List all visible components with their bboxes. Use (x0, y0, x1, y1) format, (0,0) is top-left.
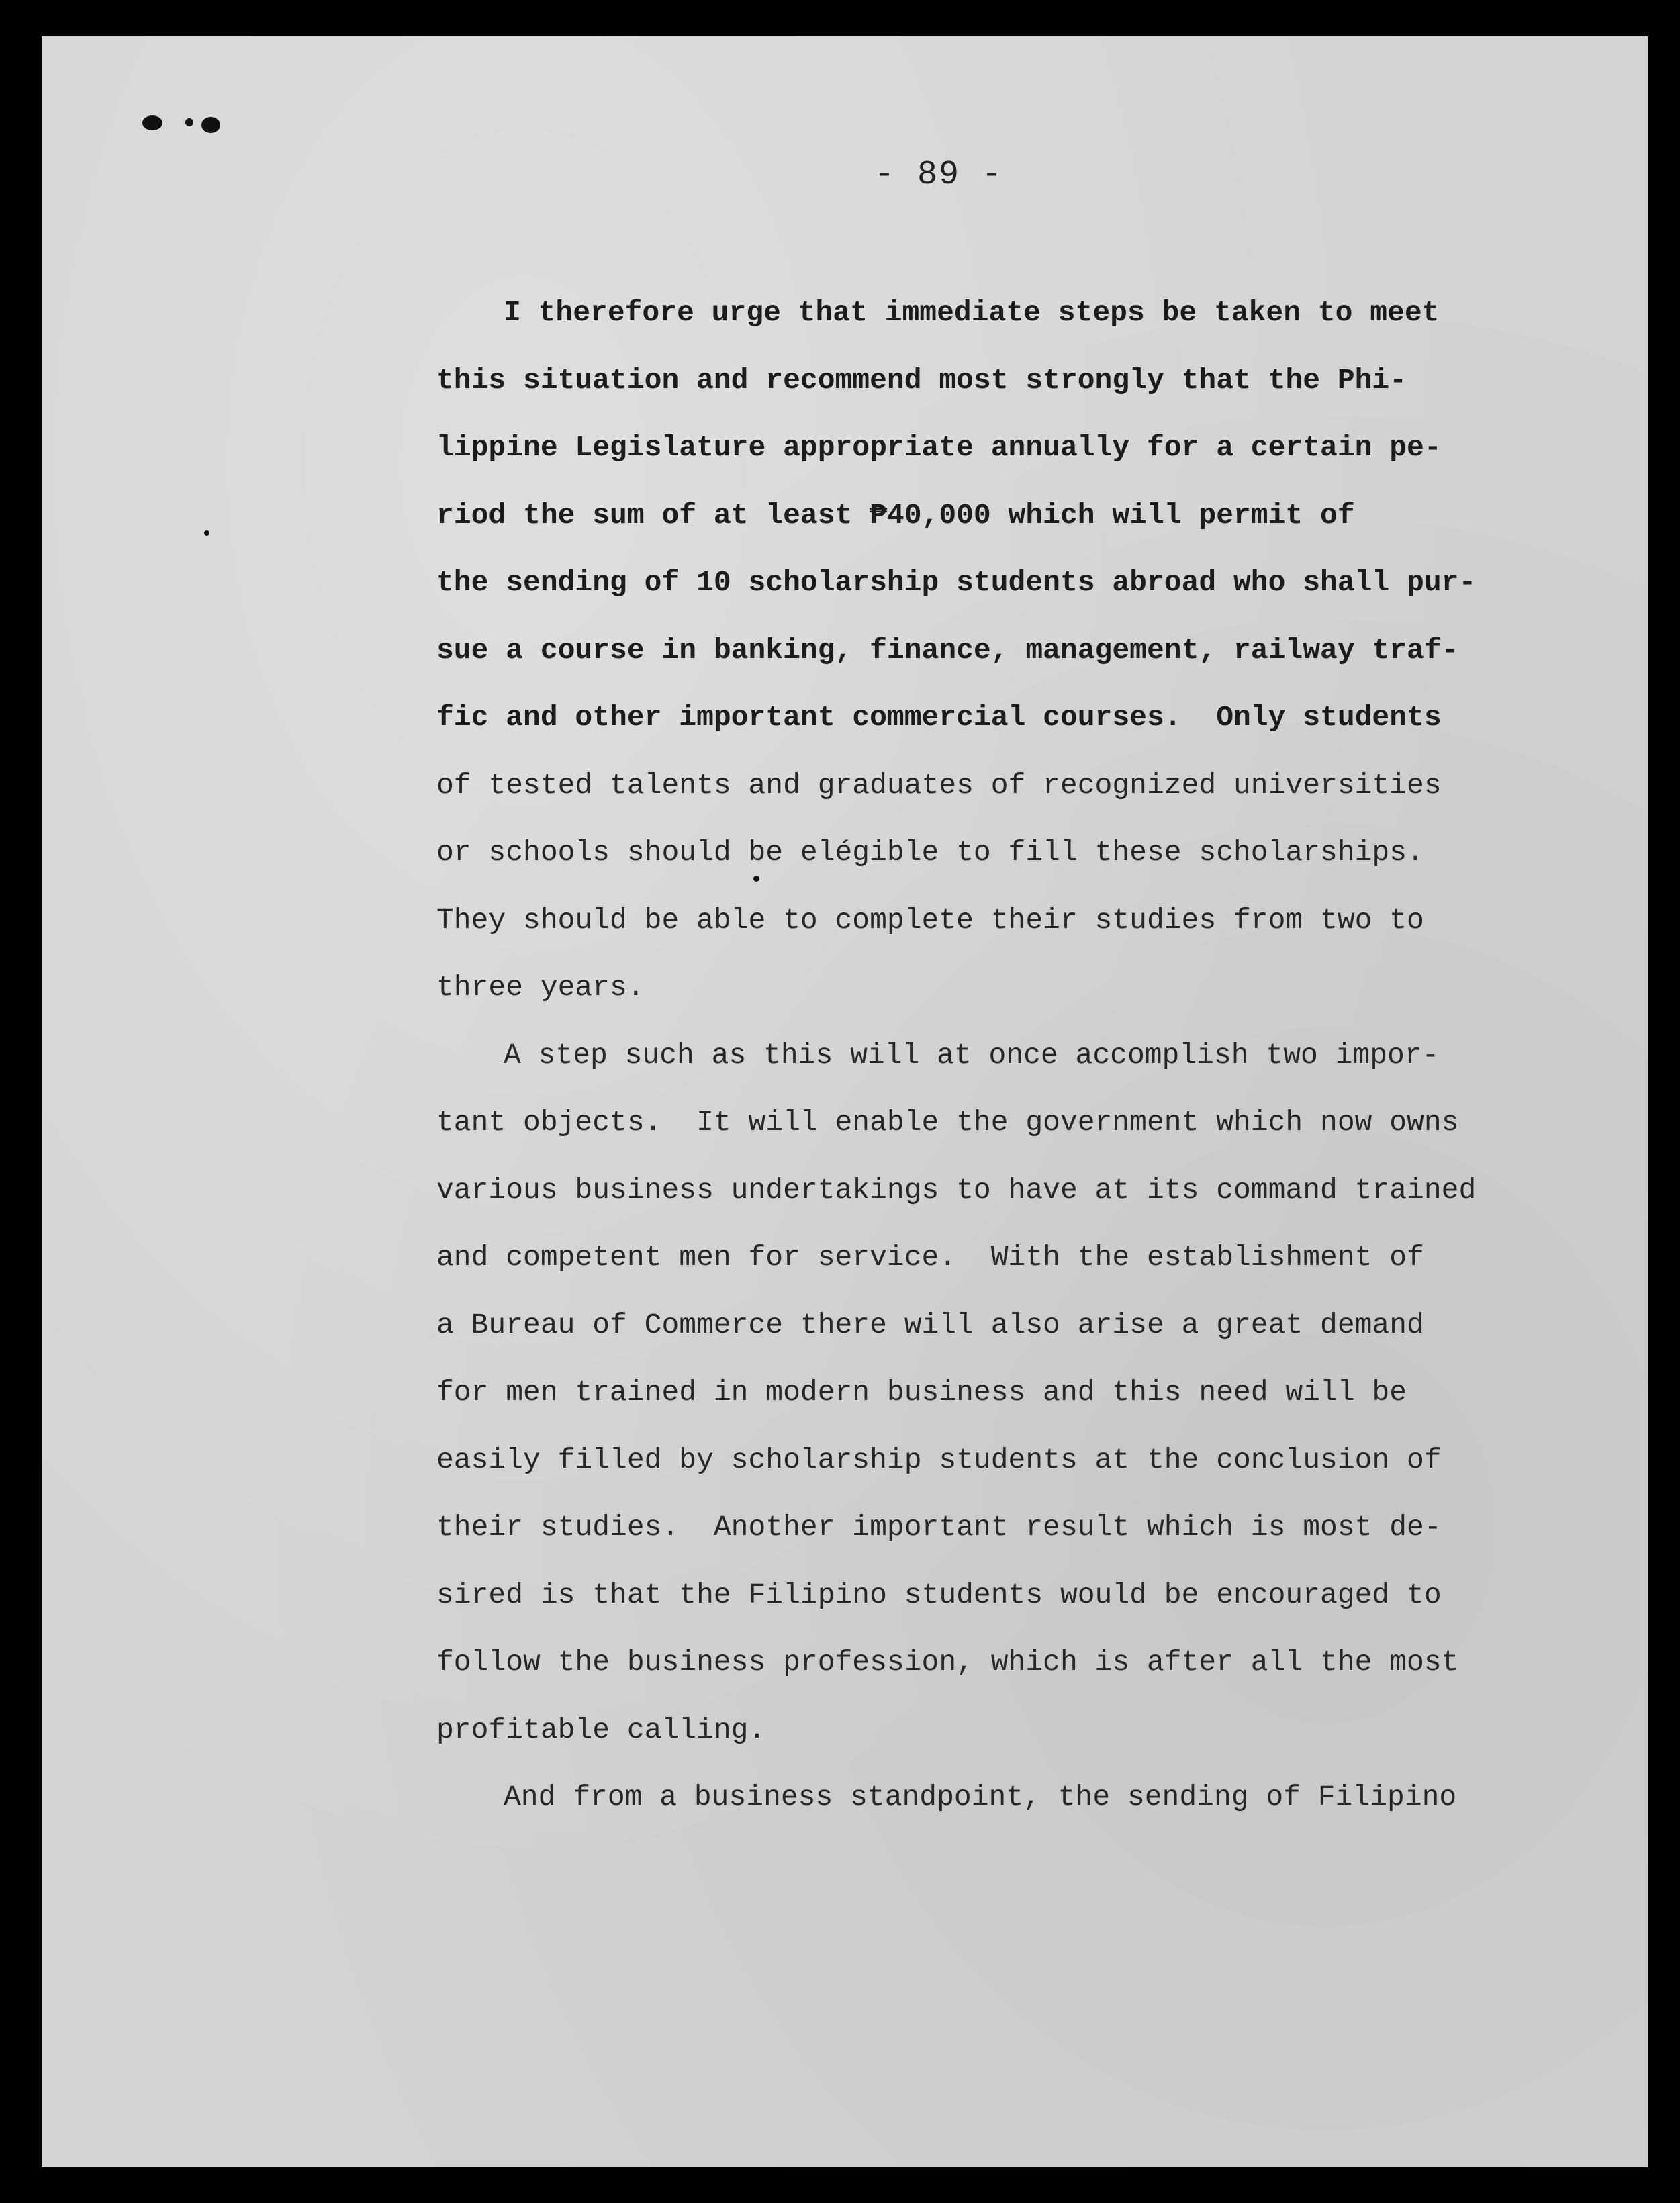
text-line: the sending of 10 scholarship students abroad who shall pur- (436, 566, 1477, 599)
paragraph-1 (436, 279, 1477, 1022)
paragraph-3 (436, 1764, 1471, 1832)
page-number: - 89 - (874, 156, 1004, 194)
text-line: sired is that the Filipino students would be encouraged to (436, 1578, 1442, 1611)
text-line: a Bureau of Commerce there will also arise a great demand (436, 1308, 1424, 1342)
text-line: profitable calling. (436, 1713, 766, 1746)
text-line: various business undertakings to have at its command trained (436, 1173, 1477, 1207)
text-line: tant objects. It will enable the government which now owns (436, 1106, 1459, 1139)
text-line: A step such as this will at once accomplish two impor- (504, 1038, 1440, 1072)
text-line: and competent men for service. With the establishment of (436, 1241, 1424, 1274)
punch-hole-mark (142, 115, 162, 130)
text-line: or schools should be elégible to fill these scholarships. (436, 836, 1424, 869)
text-line: And from a business standpoint, the sending of Filipino (504, 1781, 1457, 1814)
text-line: their studies. Another important result which is most de- (436, 1511, 1442, 1544)
text-line: They should be able to complete their studies from two to (436, 903, 1424, 937)
text-line: follow the business profession, which is after all the most (436, 1646, 1459, 1679)
text-line: easily filled by scholarship students at the conclusion of (436, 1443, 1442, 1477)
text-line: of tested talents and graduates of recognized universities (436, 768, 1442, 802)
punch-hole-mark (185, 118, 193, 126)
text-line: sue a course in banking, finance, management, railway traf- (436, 633, 1459, 667)
text-line: lippine Legislature appropriate annually for a certain pe- (436, 431, 1442, 464)
text-line: I therefore urge that immediate steps be taken to meet (504, 296, 1440, 329)
text-line: fic and other important commercial courses. Only students (436, 701, 1442, 734)
text-line: riod the sum of at least ₱40,000 which will permit of (436, 498, 1355, 532)
punch-hole-mark (201, 117, 220, 133)
text-line: this situation and recommend most strongly that the Phi- (436, 363, 1407, 397)
speck-mark (204, 530, 209, 536)
typed-body-text (436, 279, 1477, 1832)
text-line: three years. (436, 971, 645, 1004)
paragraph-2 (436, 1022, 1477, 1765)
text-line: for men trained in modern business and this need will be (436, 1376, 1407, 1409)
